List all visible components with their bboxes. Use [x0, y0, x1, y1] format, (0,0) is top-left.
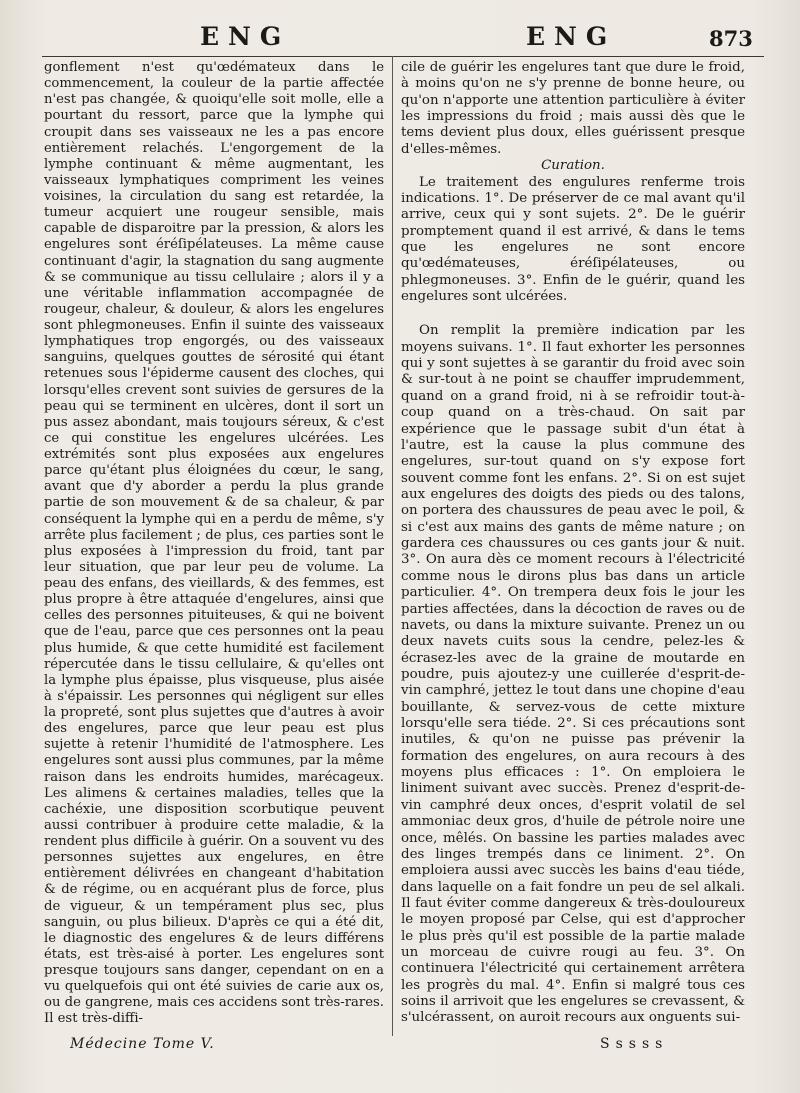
- signature-line: Médecine Tome V.: [70, 1036, 215, 1052]
- right-column-intro: cile de guérir les engelures tant que dure le froid, à moins qu'on ne s'y prenne de bonne heure, ou qu'on n'apporte une attention particulière à éviter les impressions du froid ; mais aussi dès que le tems devient plus doux, elles guérissent presque d'elles-mêmes.: [401, 60, 745, 157]
- right-column: [401, 60, 745, 1027]
- page-number: 873: [709, 26, 753, 51]
- paragraph-indications: Le traitement des engulures renferme trois indications. 1°. De préserver de ce mal avant qu'il arrive, ceux qui y sont sujets. 2°. De le guérir promptement quand il est arrivé, & dans le tems que les engelures ne sont encore qu'œdémateuses, éréſipélateuses, ou phlegmoneuses. 3°. Enfin de le guérir, quand les engelures sont ulcérées.: [401, 174, 745, 305]
- paragraph-gap: [401, 305, 745, 323]
- left-column: [44, 60, 384, 1028]
- header-rule: [42, 56, 764, 57]
- paragraph-first-indication: On remplit la première indication par les moyens suivans. 1°. Il faut exhorter les personnes qui y sont sujettes à se garantir du froid avec soin & sur-tout à ne point se chauffer imprudemment, quand on a grand froid, ni à se refroidir tout-à-coup quand on a très-chaud. On sait par expérience que le passage subit d'un état à l'autre, est la cause la plus commune des engelures, sur-tout quand on s'y expose fort souvent comme font les enfans. 2°. Si on est sujet aux engelures des doigts des pieds ou des talons, on portera des chaussures de peau avec le poil, & si c'est aux mains des gants de même nature ; on gardera ces chaussures ou ces gants jour & nuit. 3°. On aura dès ce moment recours à l'électricité comme nous le dirons plus bas dans un article particulier. 4°. On trempera deux fois le jour les parties affectées, dans la décoction de raves ou de navets, ou dans la mixture suivante. Prenez un ou deux navets cuits sous la cendre, pelez-les & écrasez-les avec de la graine de moutarde en poudre, puis ajoutez-y une cuillerée d'esprit-de-vin camphré, jettez le tout dans une chopine d'eau bouillante, & servez-vous de cette mixture lorsqu'elle sera tiéde. 2°. Si ces précautions sont inutiles, & qu'on ne puisse pas prévenir la formation des engelures, on aura recours à des moyens plus efficaces : 1°. On emploiera le liniment suivant avec succès. Prenez d'esprit-de-vin camphré deux onces, d'esprit volatil de sel ammoniac deux gros, d'huile de pétrole noire une once, mêlés. On bassine les parties malades avec des linges trempés dans ce liniment. 2°. On emploiera aussi avec succès les bains d'eau tiéde, dans laquelle on a fait fondre un peu de sel alkali. Il faut éviter comme dangereux & très-douloureux le moyen proposé par Celse, qui est d'approcher le plus près qu'il est possible de la partie malade un morceau de cuivre rougi au feu. 3°. On continuera l'électricité qui certainement arrêtera les progrès du mal. 4°. Enfin si malgré tous ces soins il arrivoit que les engelures se crevassent, & s'ulcérassent, on auroit recours aux onguents sui-: [401, 323, 745, 1026]
- left-column-text: gonflement n'est qu'œdémateux dans le commencement, la couleur de la partie affectée n'est pas changée, & quoiqu'elle soit molle, elle a pourtant du ressort, parce que la lymphe qui croupit dans ses vaisseaux ne les a pas encore entièrement relachés. L'engorgement de la lymphe continuant & même augmentant, les vaisseaux lymphatiques compriment les veines voisines, la circulation du sang est retardée, la tumeur acquiert une rougeur sensible, mais capable de disparoitre par la pression, & alors les engelures sont éréſipélateuses. La même cause continuant d'agir, la stagnation du sang augmente & se communique au tissu cellulaire ; alors il y a une véritable inflammation accompagnée de rougeur, chaleur, & douleur, & alors les engelures sont phlegmoneuses. Enfin il suinte des vaisseaux lymphatiques trop engorgés, ou des vaisseaux sanguins, quelques gouttes de sérosité qui étant retenues sous l'épiderme causent des cloches, qui lorsqu'elles crevent sont suivies de gersures de la peau qui se terminent en ulcères, dont il sort un pus assez abondant, mais toujours séreux, & c'est ce qui constitue les engelures ulcérées. Les extrémités sont plus exposées aux engelures parce qu'étant plus éloignées du cœur, le sang, avant que d'y aborder a perdu la plus grande partie de son mouvement & de sa chaleur, & par conséquent la lymphe qui en a perdu de même, s'y arrête plus facilement ; de plus, ces parties sont le plus exposées à l'impression du froid, tant par leur situation, que par leur peu de volume. La peau des enfans, des vieillards, & des femmes, est plus propre à être attaquée d'engelures, ainsi que celles des personnes pituiteuses, & qui ne boivent que de l'eau, parce que ces personnes ont la peau plus humide, & que cette humidité est facilement répercutée dans le tissu cellulaire, & qu'elles ont la lymphe plus épaisse, plus visqueuse, plus aisée à s'épaissir. Les personnes qui négligent sur elles la propreté, sont plus sujettes que d'autres à avoir des engelures, parce que leur peau est plus sujette à retenir l'humidité de l'atmosphere. Les engelures sont aussi plus communes, par la même raison dans les endroits humides, marécageux. Les alimens & certaines maladies, telles que la cachéxie, une disposition scorbutique peuvent aussi contribuer à produire cette maladie, & la rendent plus difficile à guérir. On a souvent vu des personnes sujettes aux engelures, en être entièrement délivrées en changeant d'habitation & de régime, ou en acquérant plus de force, plus de vigueur, & un tempérament plus sec, plus sanguin, ou plus bilieux. D'après ce qui a été dit, le diagnostic des engelures & de leurs différens états, est très-aisé à porter. Les engelures sont presque toujours sans danger, cependant on en a vu quelquefois qui ont été suivies de carie aux os, ou de gangrene, mais ces accidens sont très-rares. Il est très-diffi-: [44, 60, 384, 1027]
- signature-mark: Sssss: [600, 1036, 669, 1052]
- running-head-left: ENG: [200, 22, 291, 51]
- running-head-right: ENG: [526, 22, 617, 51]
- column-divider: [392, 56, 393, 1036]
- section-heading: Curation.: [541, 158, 605, 174]
